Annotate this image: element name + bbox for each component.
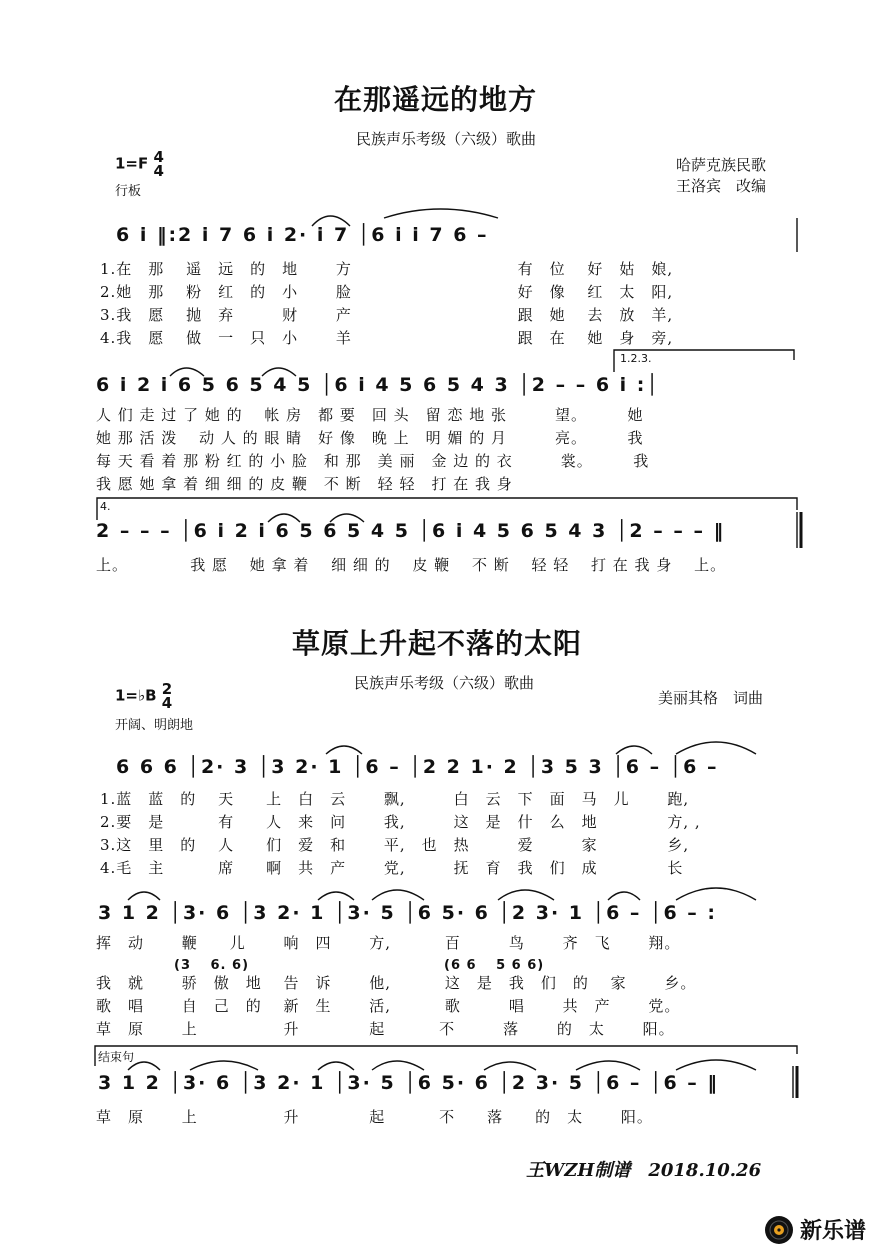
song2-row2-notes: 3 1 2 │3· 6 │3 2· 1 │3· 5 │6 5· 6 │2 3· 1 │6 – │6 – : [98,902,718,924]
song2-row1-verse1: 1.蓝 蓝 的 天 上 白 云 飘, 白 云 下 面 马 儿 跑, [100,790,690,808]
song1-title: 在那遥远的地方 [334,83,538,116]
song1-row2-notes: 6 i 2 i 6 5 6 5 4 5 │6 i 4 5 6 5 4 3 │2 – – 6 i :│ [96,374,660,396]
song1-row1-verse1: 1.在 那 遥 远 的 地 方 有 位 好 姑 娘, [100,260,674,278]
song1-volta1-label: 1.2.3. [620,352,652,365]
song1-key-text: 1=F [115,154,149,173]
song2-tempo: 开阔、明朗地 [115,718,194,733]
song2-alt-notes-1: (3 6. 6) [174,958,250,973]
song2-key-text: 1=♭B [115,686,157,705]
song1-row1-notes: 6 i ‖:2 i 7 6 i 2· i 7 │6 i i 7 6 – [116,224,489,246]
song1-volta2-label: 4. [100,500,111,513]
song2-time-bottom: 4 [161,694,173,712]
song1-row2-verse2: 她 那 活 泼 动 人 的 眼 睛 好 像 晚 上 明 媚 的 月 亮。 我 [96,429,644,447]
logo-text: 新乐谱 [800,1219,867,1244]
song2-row2-verse4: 草 原 上 升 起 不 落 的 太 阳。 [96,1020,675,1038]
song1-row1-lyrics [100,258,673,350]
song1-row1-verse2: 2.她 那 粉 红 的 小 脸 好 像 红 太 阳, [100,283,674,301]
song2-row1-verse3: 3.这 里 的 人 们 爱 和 平, 也 热 爱 家 乡, [100,836,690,854]
song1-row2-verse4: 我 愿 她 拿 着 细 细 的 皮 鞭 不 断 轻 轻 打 在 我 身 [96,475,513,493]
song1-time-bottom: 4 [153,162,164,180]
song1-row3-lyric: 上。 我 愿 她 拿 着 细 细 的 皮 鞭 不 断 轻 轻 打 在 我 身 上。 [96,556,727,574]
song2-row1-verse2: 2.要 是 有 人 来 问 我, 这 是 什 么 地 方, , [100,813,701,831]
song1-row2-verse1: 人 们 走 过 了 她 的 帐 房 都 要 回 头 留 恋 地 张 望。 她 [96,406,644,424]
song2-time-signature [162,682,172,710]
song2-row2-verse3: 歌 唱 自 己 的 新 生 活, 歌 唱 共 产 党。 [96,997,681,1015]
song2-row2-verse1: 挥 动 鞭 儿 响 四 方, 百 鸟 齐 飞 翔。 [96,934,681,952]
vinyl-record-icon [764,1215,794,1245]
song2-subtitle: 民族声乐考级（六级）歌曲 [354,674,535,692]
song2-row1-notes: 6 6 6 │2· 3 │3 2· 1 │6 – │2 2 1· 2 │3 5 3 │6 – │6 – [116,756,719,778]
song2-alt-notes-2: (6 6 5 6 6) [444,958,545,973]
song2-key [115,682,172,710]
song2-title: 草原上升起不落的太阳 [292,627,583,660]
song1-tempo: 行板 [115,184,142,199]
song1-row3-notes: 2 – – – │6 i 2 i 6 5 6 5 4 5 │6 i 4 5 6 5 4 3 │2 – – – ‖ [96,520,726,542]
song1-credit-origin: 哈萨克族民歌 [676,156,767,174]
song1-row2-verse3: 每 天 看 着 那 粉 红 的 小 脸 和 那 美 丽 金 边 的 衣 裳。 我 [96,452,650,470]
song1-credit [676,155,766,197]
song2-row2-verse2: 我 就 骄 傲 地 告 诉 他, 这 是 我 们 的 家 乡。 [96,974,697,992]
song2-row3-notes: 3 1 2 │3· 6 │3 2· 1 │3· 5 │6 5· 6 │2 3· 5 │6 – │6 – ‖ [98,1072,719,1094]
song1-credit-arranger: 王洛宾 改编 [676,177,767,195]
song2-row1-lyrics [100,788,701,880]
song2-credit: 美丽其格 词曲 [658,689,764,707]
song1-time-top: 4 [153,148,164,166]
song1-key [115,150,164,178]
maker-signature: 王WZH制谱 2018.10.26 [526,1160,762,1181]
song1-row1-verse4: 4.我 愿 做 一 只 小 羊 跟 在 她 身 旁, [100,329,674,347]
logo [764,1214,866,1245]
song2-time-top: 2 [161,680,173,698]
song2-row3-lyric: 草 原 上 升 起 不 落 的 太 阳。 [96,1108,653,1126]
song1-subtitle: 民族声乐考级（六级）歌曲 [356,130,537,148]
song2-row1-verse4: 4.毛 主 席 啊 共 产 党, 抚 育 我 们 成 长 [100,859,684,877]
song1-row2-lyrics [96,404,649,496]
song1-time-signature [154,150,164,178]
song2-row2-lyrics-rest [96,972,696,1041]
song2-ending-label: 结束句 [98,1050,135,1064]
song1-row1-verse3: 3.我 愿 抛 弃 财 产 跟 她 去 放 羊, [100,306,674,324]
